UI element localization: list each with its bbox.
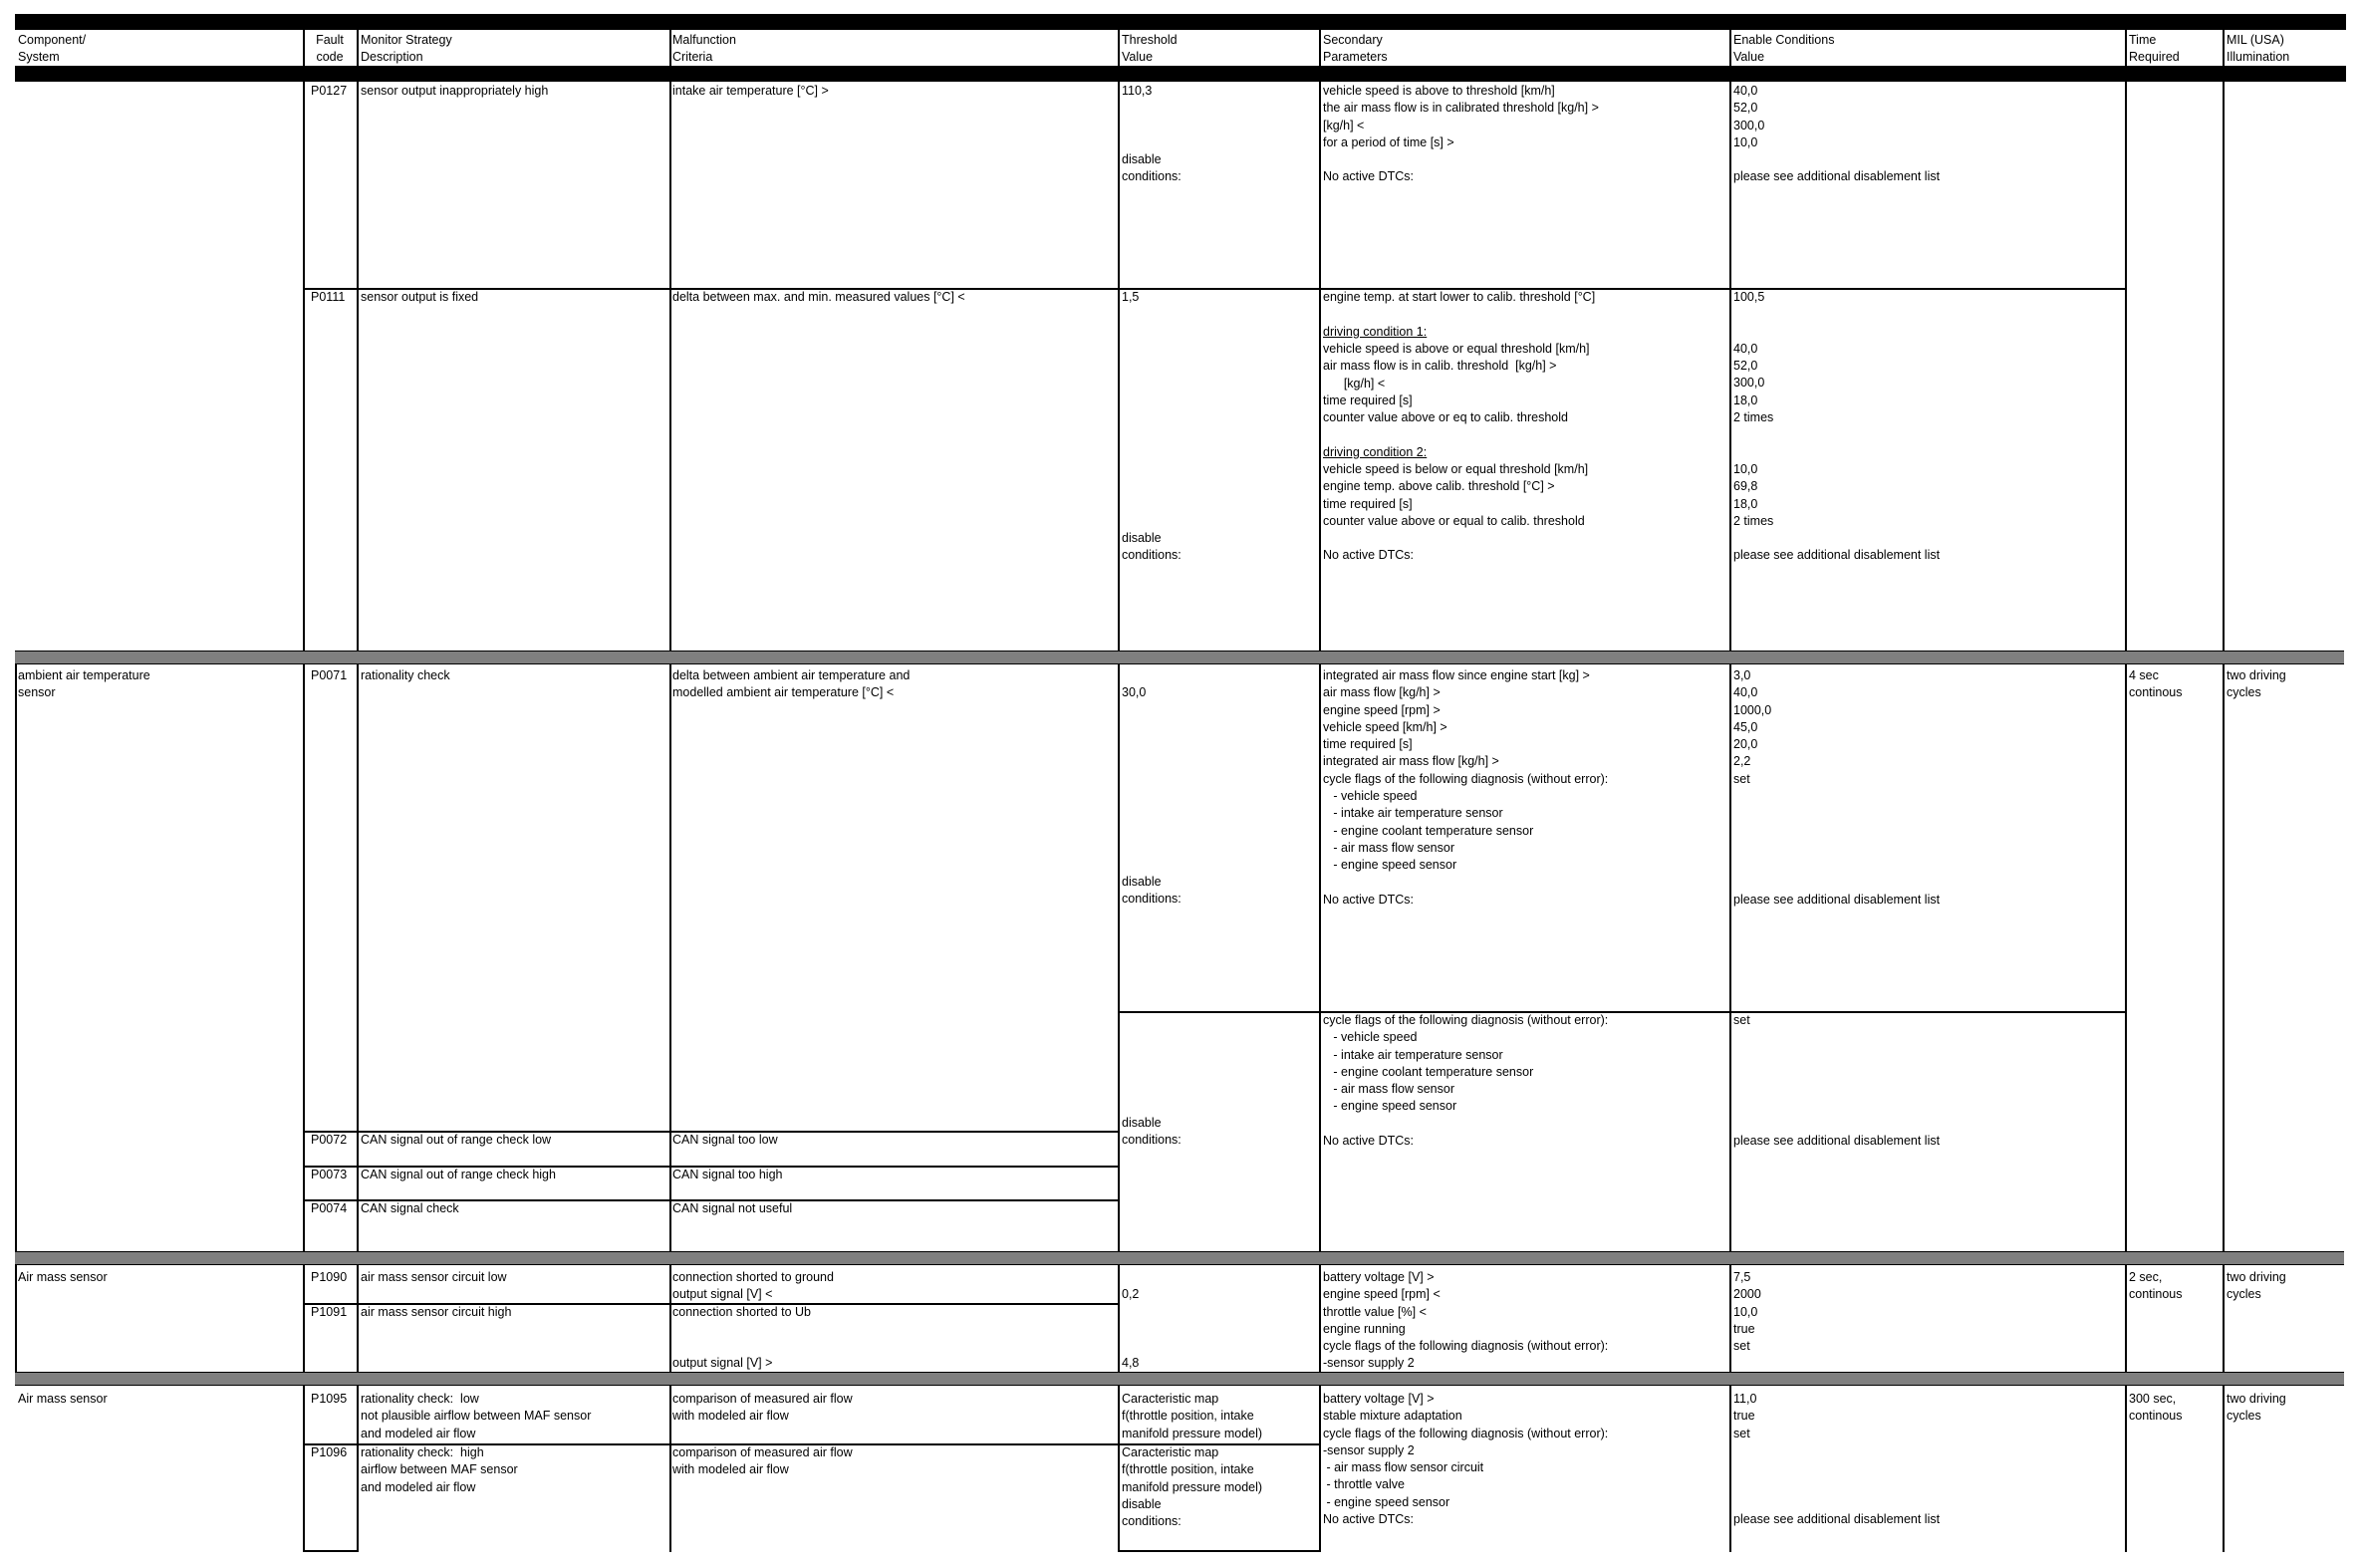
p0072-criteria: CAN signal too low bbox=[672, 1133, 778, 1147]
p0071-desc: rationality check bbox=[361, 668, 450, 682]
s4-border bbox=[1319, 1385, 1321, 1552]
s2-border bbox=[1118, 663, 1120, 1252]
s2-time: 4 sec continous bbox=[2129, 668, 2183, 700]
header-time: Time Required bbox=[2129, 33, 2180, 65]
p0071-code: P0071 bbox=[311, 668, 348, 682]
p1096-threshold: Caracteristic map f(throttle position, intake manifold pressure model) disable conditions: bbox=[1122, 1445, 1263, 1529]
s4-secondary: battery voltage [V] > stable mixture adaptation cycle flags of the following diagnosis (without error): -sensor supply 2 - air mass flow sensor circuit - throttle valve - engine speed sensor No active DTCs: bbox=[1323, 1392, 1609, 1527]
p1095-code: P1095 bbox=[311, 1392, 348, 1406]
s2-mil: two driving cycles bbox=[2227, 668, 2286, 700]
p0111-driving-condition-2: driving condition 2: bbox=[1323, 445, 1428, 459]
s3-border bbox=[303, 1264, 305, 1372]
p1091-threshold: 4,8 bbox=[1122, 1356, 1140, 1370]
s2-border bbox=[669, 663, 671, 1252]
p0111-secondary-b: vehicle speed is above or equal threshold [km/h] air mass flow is in calib. threshold [kg/h] > [kg/h] < time required [s] counter value above or eq to calib. threshold bbox=[1323, 342, 1590, 425]
p0073-desc: CAN signal out of range check high bbox=[361, 1168, 556, 1181]
p0111-criteria: delta between max. and min. measured values [°C] < bbox=[672, 290, 965, 304]
s1-border bbox=[1729, 82, 1731, 652]
p1095-desc: rationality check: low not plausible airflow between MAF sensor and modeled air flow bbox=[361, 1392, 592, 1440]
p0127-criteria: intake air temperature [°C] > bbox=[672, 84, 829, 98]
header-enable: Enable Conditions Value bbox=[1733, 33, 1835, 65]
p0127-secondary: vehicle speed is above to threshold [km/h] the air mass flow is in calibrated threshold [kg/h] > [kg/h] < for a period of time [s] > No active DTCs: bbox=[1323, 84, 1599, 184]
s2-border bbox=[2223, 663, 2225, 1252]
s4-border bbox=[357, 1385, 359, 1552]
s4-border bbox=[1729, 1385, 1731, 1552]
p1091-criteria: connection shorted to Ub bbox=[672, 1305, 811, 1319]
p0071-disable: disable conditions: bbox=[1122, 875, 1181, 907]
p0071-criteria: delta between ambient air temperature and modelled ambient air temperature [°C] < bbox=[672, 668, 911, 700]
s3-border bbox=[2223, 1264, 2225, 1372]
p1090-criteria: connection shorted to ground output signal [V] < bbox=[672, 1270, 834, 1302]
p0127-threshold: 110,3 bbox=[1122, 84, 1153, 98]
p1090-code: P1090 bbox=[311, 1270, 348, 1284]
header-threshold: Threshold Value bbox=[1122, 33, 1178, 65]
s1-border bbox=[357, 82, 359, 652]
s1-border bbox=[2223, 82, 2225, 652]
p0074-criteria: CAN signal not useful bbox=[672, 1201, 793, 1215]
s2-border bbox=[357, 663, 359, 1252]
p0111-disable: disable conditions: bbox=[1122, 531, 1181, 563]
s3-secondary: battery voltage [V] > engine speed [rpm] < throttle value [%] < engine running cycle flags of the following diagnosis (without error): -sensor supply 2 bbox=[1323, 1270, 1609, 1371]
section-divider bbox=[15, 651, 2344, 664]
hdr-sep bbox=[2223, 30, 2225, 66]
s4-border bbox=[2223, 1385, 2225, 1552]
hdr-sep bbox=[357, 30, 359, 66]
hdr-sep bbox=[1118, 30, 1120, 66]
p0071-threshold: 30,0 bbox=[1122, 685, 1147, 699]
s3-mil: two driving cycles bbox=[2227, 1270, 2286, 1302]
p0072-code: P0072 bbox=[311, 1133, 348, 1147]
s2-border bbox=[15, 663, 17, 1252]
s3-time: 2 sec, continous bbox=[2129, 1270, 2183, 1302]
p1096-criteria: comparison of measured air flow with modeled air flow bbox=[672, 1445, 853, 1477]
can-secondary: cycle flags of the following diagnosis (without error): - vehicle speed - intake air temperature sensor - engine coolant temperature sensor - air mass flow sensor - engine speed sensor No active DTCs: bbox=[1323, 1013, 1609, 1149]
section-divider bbox=[15, 1251, 2344, 1265]
header-fault-code: Fault code bbox=[316, 33, 344, 65]
p1091-criteria-output: output signal [V] > bbox=[672, 1356, 773, 1370]
p0127-desc: sensor output inappropriately high bbox=[361, 84, 549, 98]
p0074-code: P0074 bbox=[311, 1201, 348, 1215]
p1095-threshold: Caracteristic map f(throttle position, intake manifold pressure model) bbox=[1122, 1392, 1263, 1440]
p1096-desc: rationality check: high airflow between MAF sensor and modeled air flow bbox=[361, 1445, 518, 1494]
s4-time: 300 sec, continous bbox=[2129, 1392, 2183, 1424]
s3-border bbox=[1729, 1264, 1731, 1372]
s3-border bbox=[15, 1264, 17, 1372]
p0071-values: 3,0 40,0 1000,0 45,0 20,0 2,2 set please see additional disablement list bbox=[1733, 668, 1941, 907]
s3-border bbox=[1118, 1264, 1120, 1372]
p1090-desc: air mass sensor circuit low bbox=[361, 1270, 507, 1284]
can-disable: disable conditions: bbox=[1122, 1116, 1181, 1148]
s2-border bbox=[1729, 663, 1731, 1252]
hdr-sep bbox=[1729, 30, 1731, 66]
hdr-sep bbox=[303, 30, 305, 66]
p0111-driving-condition-1: driving condition 1: bbox=[1323, 325, 1428, 339]
s1-border bbox=[1118, 82, 1120, 652]
p0111-desc: sensor output is fixed bbox=[361, 290, 479, 304]
s4-component: Air mass sensor bbox=[18, 1392, 108, 1406]
s4-bottom bbox=[303, 1550, 359, 1552]
header-secondary: Secondary Parameters bbox=[1323, 33, 1388, 65]
hdr-sep bbox=[669, 30, 671, 66]
hdr-sep bbox=[2125, 30, 2127, 66]
p1091-code: P1091 bbox=[311, 1305, 348, 1319]
s3-border bbox=[2125, 1264, 2127, 1372]
can-values: set please see additional disablement list bbox=[1733, 1013, 1941, 1149]
p0127-code: P0127 bbox=[311, 84, 348, 98]
s1-border bbox=[669, 82, 671, 652]
s3-border bbox=[357, 1264, 359, 1372]
s3-component: Air mass sensor bbox=[18, 1270, 108, 1284]
s1-border bbox=[2125, 82, 2127, 652]
s4-border bbox=[669, 1385, 671, 1552]
s4-bottom bbox=[1118, 1550, 1321, 1552]
header-mil: MIL (USA) Illumination bbox=[2227, 33, 2290, 65]
s2-border bbox=[303, 663, 305, 1252]
header-component: Component/ System bbox=[18, 33, 87, 65]
p1091-desc: air mass sensor circuit high bbox=[361, 1305, 512, 1319]
p0111-secondary-c: vehicle speed is below or equal threshold [km/h] engine temp. above calib. threshold [°C] > time required [s] counter value above or equal to calib. threshold No active DTCs: bbox=[1323, 462, 1589, 563]
s4-border bbox=[1118, 1385, 1120, 1552]
header-strategy: Monitor Strategy Description bbox=[361, 33, 452, 65]
header-criteria: Malfunction Criteria bbox=[672, 33, 736, 65]
p0111-code: P0111 bbox=[311, 290, 346, 304]
s4-mil: two driving cycles bbox=[2227, 1392, 2286, 1424]
s2-border bbox=[1319, 663, 1321, 1252]
s3-border bbox=[669, 1264, 671, 1372]
p1090-threshold: 0,2 bbox=[1122, 1287, 1140, 1301]
p1096-code: P1096 bbox=[311, 1445, 348, 1459]
s4-border bbox=[2125, 1385, 2127, 1552]
p0073-code: P0073 bbox=[311, 1168, 348, 1181]
s2-component: ambient air temperature sensor bbox=[18, 668, 150, 700]
hdr-sep bbox=[1319, 30, 1321, 66]
p0072-desc: CAN signal out of range check low bbox=[361, 1133, 552, 1147]
s2-border bbox=[2125, 663, 2127, 1252]
s1-border bbox=[1319, 82, 1321, 652]
p0127-values: 40,0 52,0 300,0 10,0 please see additional disablement list bbox=[1733, 84, 1941, 184]
p0073-criteria: CAN signal too high bbox=[672, 1168, 783, 1181]
s4-border bbox=[303, 1385, 305, 1552]
p0074-desc: CAN signal check bbox=[361, 1201, 459, 1215]
s4-values: 11,0 true set please see additional disablement list bbox=[1733, 1392, 1941, 1527]
header-black-band bbox=[15, 66, 2346, 82]
p0111-secondary-a: engine temp. at start lower to calib. threshold [°C] bbox=[1323, 290, 1596, 304]
s1-border bbox=[303, 82, 305, 652]
s3-values: 7,5 2000 10,0 true set bbox=[1733, 1270, 1761, 1354]
s2-row-sep bbox=[1118, 1011, 2127, 1013]
p0127-disable: disable conditions: bbox=[1122, 152, 1181, 184]
section-divider bbox=[15, 1372, 2344, 1386]
p0111-threshold: 1,5 bbox=[1122, 290, 1140, 304]
p1095-criteria: comparison of measured air flow with modeled air flow bbox=[672, 1392, 853, 1424]
top-black-band bbox=[15, 14, 2346, 30]
s3-border bbox=[1319, 1264, 1321, 1372]
p0071-secondary: integrated air mass flow since engine start [kg] > air mass flow [kg/h] > engine speed [rpm] > vehicle speed [km/h] > time required [s] integrated air mass flow [kg/h] > cycle flags of the following diagnosis (without error): - vehicle speed - intake air temperature sensor - engine coolant temperature sensor - air mass flow sensor - engine speed sensor No active DTCs: bbox=[1323, 668, 1609, 907]
p0111-values: 100,5 40,0 52,0 300,0 18,0 2 times 10,0 69,8 18,0 2 times please see additional disablement list bbox=[1733, 290, 1941, 563]
